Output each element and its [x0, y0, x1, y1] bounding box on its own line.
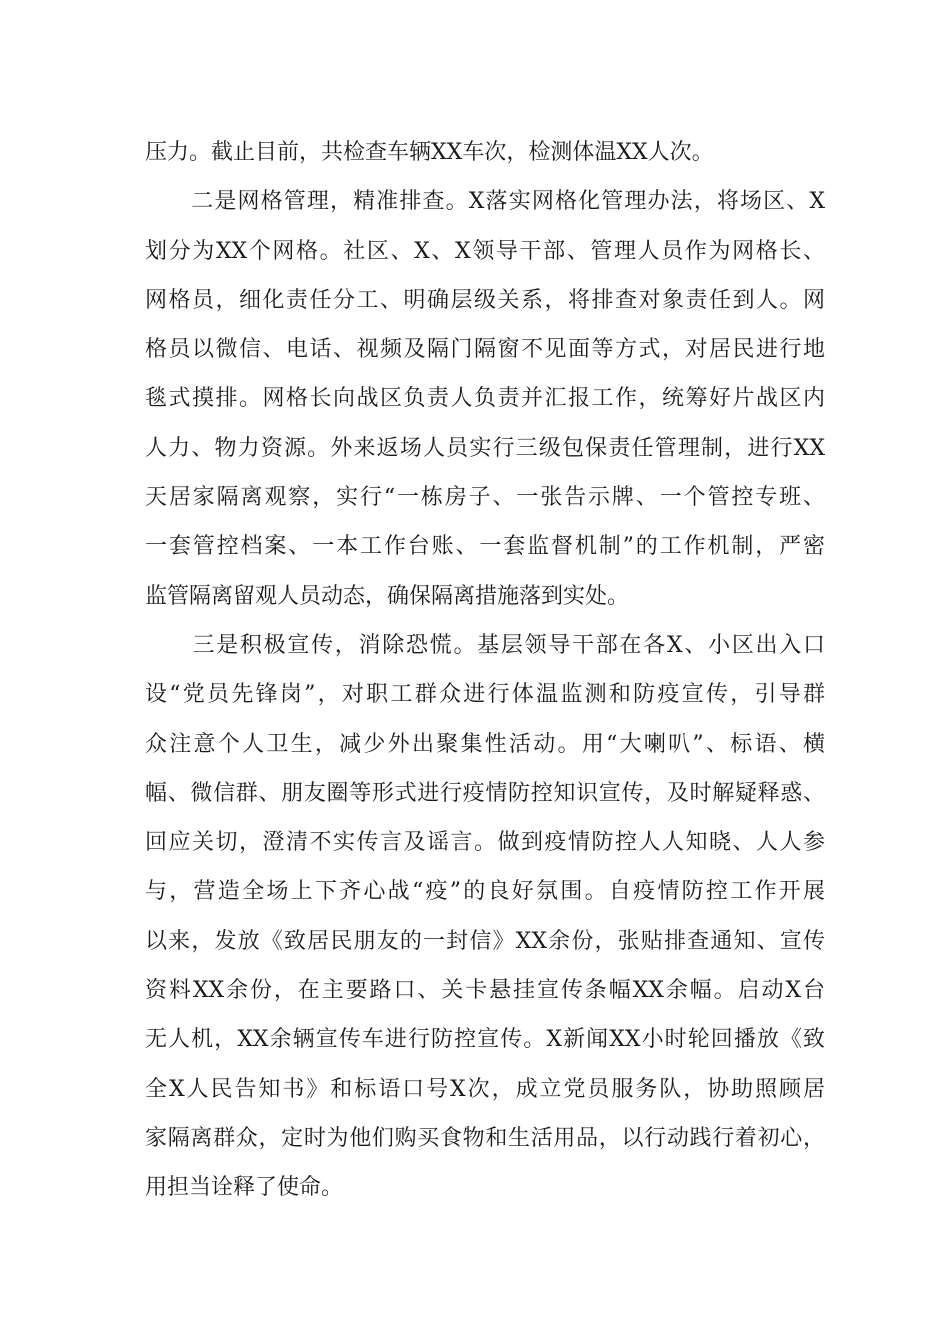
text-line: 网格员，细化责任分工、明确层级关系，将排查对象责任到人。网	[145, 287, 825, 313]
text-line: 与，营造全场上下齐心战“疫”的良好氛围。自疫情防控工作开展	[145, 879, 825, 905]
text-line: 划分为XX个网格。社区、X、X领导干部、管理人员作为网格长、	[145, 238, 825, 264]
text-line: 无人机，XX余辆宣传车进行防控宣传。X新闻XX小时轮回播放《致	[145, 1027, 825, 1053]
text-line: 众注意个人卫生，减少外出聚集性活动。用“大喇叭”、标语、横	[145, 731, 825, 757]
text-line: 监管隔离留观人员动态，确保隔离措施落到实处。	[145, 583, 630, 609]
text-line: 人力、物力资源。外来返场人员实行三级包保责任管理制，进行XX	[145, 435, 825, 461]
paragraph-2	[145, 177, 825, 621]
text-line: 用担当诠释了使命。	[145, 1175, 344, 1201]
text-line: 全X人民告知书》和标语口号X次，成立党员服务队，协助照顾居	[145, 1076, 825, 1102]
text-line: 毯式摸排。网格长向战区负责人负责并汇报工作，统筹好片战区内	[145, 386, 825, 412]
text-line: 回应关切，澄清不实传言及谣言。做到疫情防控人人知晓、人人参	[145, 830, 825, 856]
text-line: 幅、微信群、朋友圈等形式进行疫情防控知识宣传，及时解疑释惑、	[145, 780, 825, 806]
text-line: 压力。截止目前，共检查车辆XX车次，检测体温XX人次。	[145, 140, 714, 165]
text-line: 格员以微信、电话、视频及隔门隔窗不见面等方式，对居民进行地	[145, 337, 825, 363]
text-line: 家隔离群众，定时为他们购买食物和生活用品，以行动践行着初心，	[145, 1125, 825, 1151]
text-line: 天居家隔离观察，实行“一栋房子、一张告示牌、一个管控专班、	[145, 485, 825, 511]
text-line: 二是网格管理，精准排查。X落实网格化管理办法，将场区、X	[145, 189, 825, 215]
text-line: 一套管控档案、一本工作台账、一套监督机制”的工作机制，严密	[145, 534, 825, 560]
text-line: 设“党员先锋岗”，对职工群众进行体温监测和防疫宣传，引导群	[145, 682, 825, 708]
text-line: 三是积极宣传，消除恐慌。基层领导干部在各X、小区出入口	[145, 632, 825, 658]
document-body	[145, 128, 825, 1213]
text-line: 以来，发放《致居民朋友的一封信》XX余份，张贴排查通知、宣传	[145, 928, 825, 954]
paragraph-1	[145, 128, 825, 177]
paragraph-3	[145, 621, 825, 1213]
text-line: 资料XX余份，在主要路口、关卡悬挂宣传条幅XX余幅。启动X台	[145, 978, 825, 1004]
